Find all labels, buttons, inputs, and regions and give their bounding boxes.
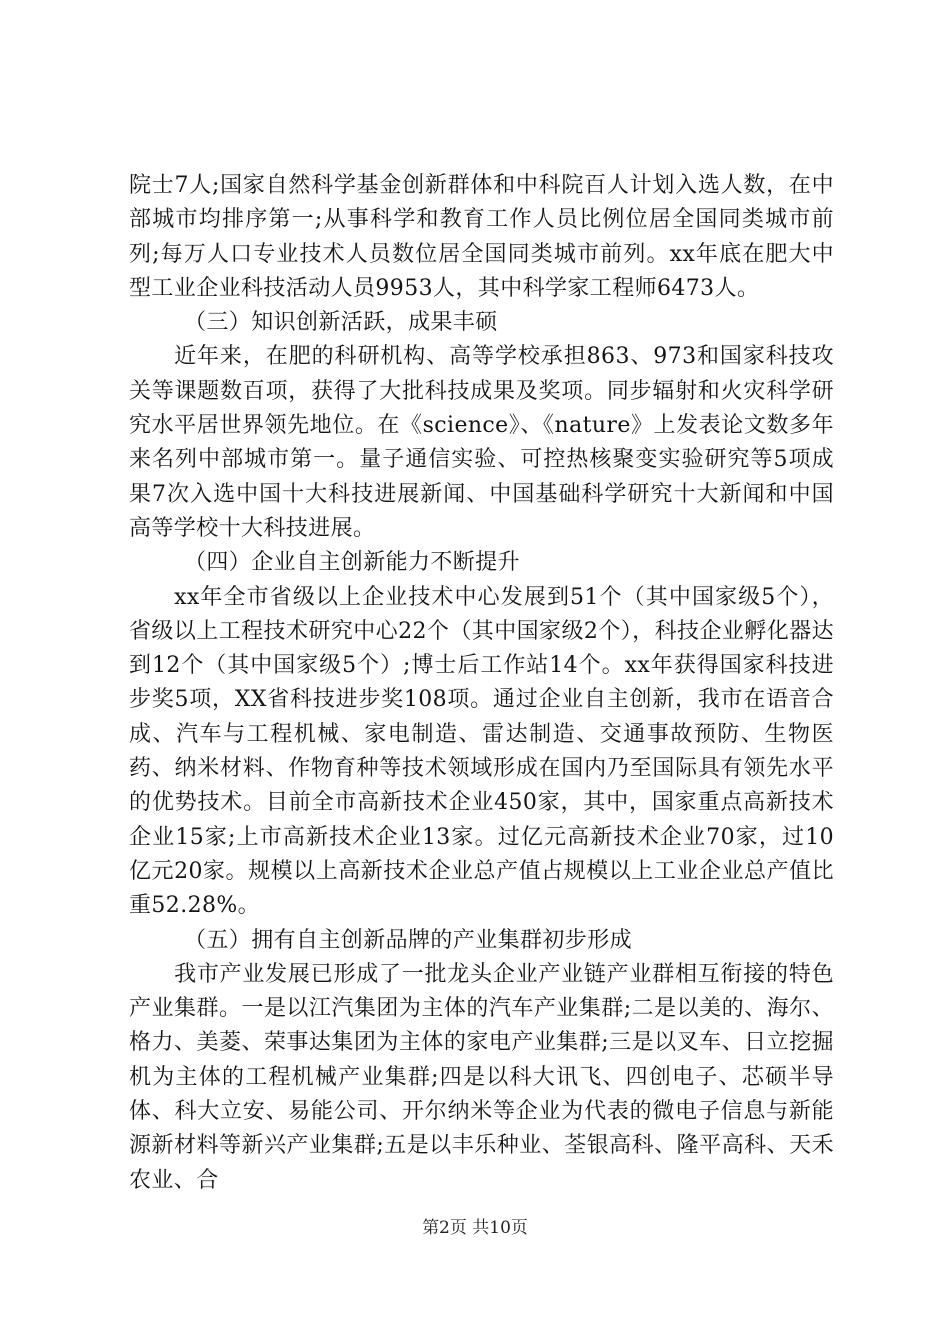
section-body-4: xx年全市省级以上企业技术中心发展到51个（其中国家级5个），省级以上工程技术研究中心22个（其中国家级2个），科技企业孵化器达到12个（其中国家级5个）;博士后工作站14个。xx年获得国家科技进步奖5项，XX省科技进步奖108项。通过企业自主创新，我市在语音合成、汽车与工程机械、家电制造、雷达制造、交通事故预防、生物医药、纳米材料、作物育种等技术领域形成在国内乃至国际具有领先水平的优势技术。目前全市高新技术企业450家，其中，国家重点高新技术企业15家;上市高新技术企业13家。过亿元高新技术企业70家，过10亿元20家。规模以上高新技术企业总产值占规模以上工业企业总产值比重52.28%。 — [129, 584, 834, 919]
continuation-paragraph: 院士7人;国家自然科学基金创新群体和中科院百人计划入选人数，在中部城市均排序第一;从事科学和教育工作人员比例位居全国同类城市前列;每万人口专业技术人员数位居全国同类城市前列。xx年底在肥大中型工业企业科技活动人员9953人，其中科学家工程师6473人。 — [129, 173, 834, 301]
section-body-5: 我市产业发展已形成了一批龙头企业产业链产业群相互衔接的特色产业集群。一是以江汽集团为主体的汽车产业集群;二是以美的、海尔、格力、美菱、荣事达集团为主体的家电产业集群;三是以叉车、日立挖掘机为主体的工程机械产业集群;四是以科大讯飞、四创电子、芯硕半导体、科大立安、易能公司、开尔纳米等企业为代表的微电子信息与新能源新材料等新兴产业集群;五是以丰乐种业、荃银高科、隆平高科、天禾农业、合 — [129, 961, 834, 1193]
page-footer — [0, 1213, 950, 1238]
page-indicator: 第2页 共10页 — [422, 1218, 528, 1238]
section-heading-4: （四）企业自主创新能力不断提升 — [184, 550, 521, 576]
section-heading-3: （三）知识创新活跃，成果丰硕 — [184, 310, 498, 336]
section-body-3: 近年来，在肥的科研机构、高等学校承担863、973和国家科技攻关等课题数百项，获得了大批科技成果及奖项。同步辐射和火灾科学研究水平居世界领先地位。在《science》、《nature》上发表论文数多年来名列中部城市第一。量子通信实验、可控热核聚变实验研究等5项成果7次入选中国十大科技进展新闻、中国基础科学研究十大新闻和中国高等学校十大科技进展。 — [129, 344, 834, 541]
document-body — [129, 169, 834, 1198]
section-heading-5: （五）拥有自主创新品牌的产业集群初步形成 — [184, 927, 633, 953]
